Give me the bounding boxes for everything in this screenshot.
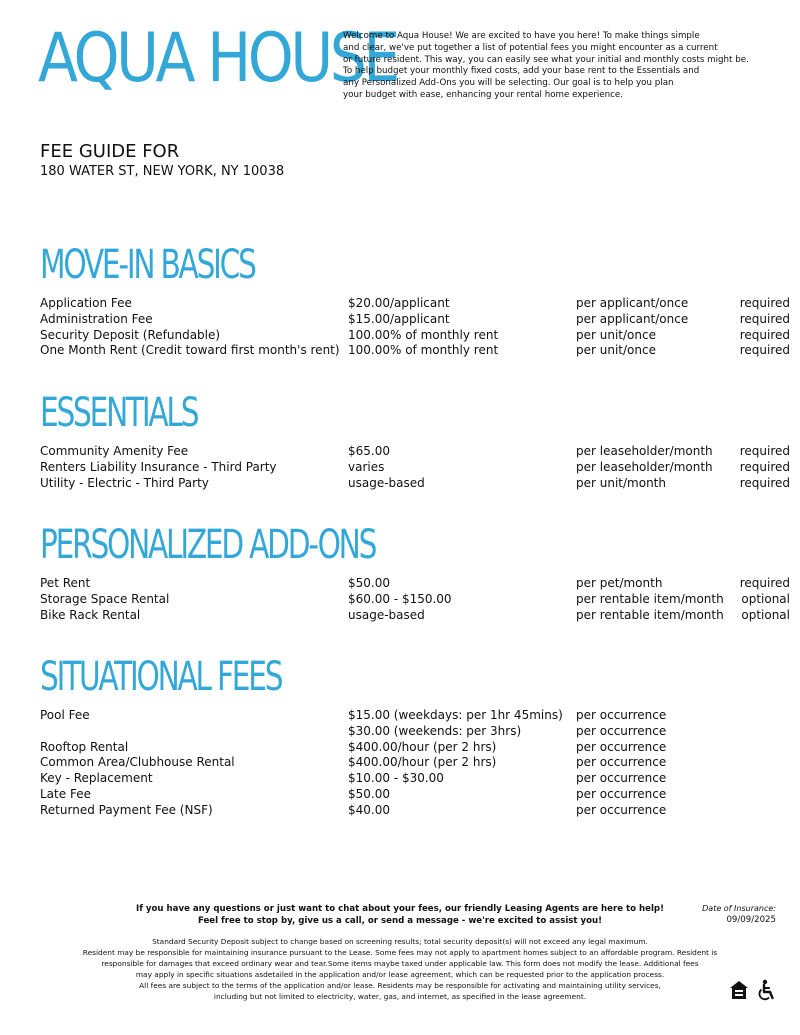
fee-frequency: per rentable item/month: [576, 607, 724, 622]
table-row: [40, 771, 790, 787]
table-row: [40, 296, 790, 312]
fee-name: Renters Liability Insurance - Third Party: [40, 459, 277, 474]
table-row: [40, 803, 790, 819]
fee-requirement: required: [739, 311, 790, 326]
table-row: [40, 740, 790, 756]
fee-frequency: per applicant/once: [576, 296, 689, 310]
fee-name: Application Fee: [40, 296, 132, 310]
table-row: [40, 592, 790, 608]
section-title-move-in-basics: MOVE-IN BASICS: [40, 242, 255, 288]
fee-amount: $15.00/applicant: [348, 311, 450, 326]
table-row: [40, 787, 790, 803]
fee-frequency: per occurrence: [576, 802, 667, 817]
fee-amount: $50.00: [348, 786, 390, 801]
fee-amount: $30.00 (weekends: per 3hrs): [348, 723, 522, 738]
fee-requirement: optional: [741, 591, 790, 606]
fee-frequency: per leaseholder/month: [576, 459, 713, 474]
table-row: [40, 724, 790, 740]
fee-name: Late Fee: [40, 786, 91, 801]
fee-frequency: per rentable item/month: [576, 591, 724, 606]
situational-fees-table: [40, 708, 790, 819]
table-row: [40, 608, 790, 624]
fee-name: Returned Payment Fee (NSF): [40, 802, 213, 817]
fee-amount: $15.00 (weekdays: per 1hr 45mins): [348, 708, 563, 722]
fee-name: Administration Fee: [40, 311, 153, 326]
table-row: [40, 460, 790, 476]
fee-guide-title: FEE GUIDE FOR: [40, 141, 180, 162]
table-row: [40, 312, 790, 328]
fee-name: Security Deposit (Refundable): [40, 327, 221, 342]
fee-frequency: per unit/once: [576, 343, 656, 358]
fee-requirement: required: [739, 327, 790, 342]
fee-name: Bike Rack Rental: [40, 607, 141, 622]
fee-amount: 100.00% of monthly rent: [348, 343, 499, 358]
personalized-add-ons-table: [40, 576, 790, 623]
fee-name: Pool Fee: [40, 708, 90, 722]
brand-title: AQUA HOUSE: [38, 19, 397, 98]
fee-name: Pet Rent: [40, 576, 91, 590]
fee-name: Common Area/Clubhouse Rental: [40, 755, 235, 770]
fee-frequency: per occurrence: [576, 708, 667, 722]
section-title-essentials: ESSENTIALS: [40, 390, 198, 436]
fee-name: Key - Replacement: [40, 771, 153, 786]
fee-amount: usage-based: [348, 475, 425, 490]
table-row: [40, 708, 790, 724]
fee-requirement: required: [739, 296, 790, 310]
fee-requirement: required: [739, 459, 790, 474]
fee-frequency: per applicant/once: [576, 311, 689, 326]
equal-housing-opportunity-icon: [729, 980, 749, 1000]
fee-amount: $10.00 - $30.00: [348, 771, 444, 786]
section-title-personalized-add-ons: PERSONALIZED ADD-ONS: [40, 522, 376, 568]
essentials-table: [40, 444, 790, 491]
fee-requirement: required: [739, 475, 790, 490]
table-row: [40, 755, 790, 771]
fee-name: Community Amenity Fee: [40, 444, 189, 458]
fee-frequency: per unit/month: [576, 475, 666, 490]
fee-requirement: optional: [741, 607, 790, 622]
fee-amount: $400.00/hour (per 2 hrs): [348, 755, 497, 770]
leasing-agent-help-text: If you have any questions or just want to chat about your fees, our friendly Leasing Agents are here to help! Feel free to stop by, give us a call, or send a message - we're excited to assist you!: [136, 904, 664, 926]
fee-frequency: per occurrence: [576, 786, 667, 801]
fee-name: One Month Rent (Credit toward first month's rent): [40, 343, 340, 358]
fee-amount: $400.00/hour (per 2 hrs): [348, 739, 497, 754]
table-row: [40, 343, 790, 359]
fee-frequency: per occurrence: [576, 739, 667, 754]
fee-frequency: per occurrence: [576, 723, 667, 738]
intro-text: Welcome to Aqua House! We are excited to have you here! To make things simple and clear, we've put together a list of potential fees you might encounter as a current or future resident. This way, you can easily see what your initial and monthly costs might be. To help budget your monthly fixed costs, add your base rent to the Essentials and any Personalized Add-Ons you will be selecting. Our goal is to help you plan your budget with ease, enhancing your rental home experience.: [343, 31, 749, 100]
insurance-date-value: 09/09/2025: [726, 915, 776, 925]
fee-amount: 100.00% of monthly rent: [348, 327, 499, 342]
insurance-date-label: Date of Insurance:: [702, 904, 776, 913]
fee-frequency: per leaseholder/month: [576, 444, 713, 458]
table-row: [40, 444, 790, 460]
section-title-situational-fees: SITUATIONAL FEES: [40, 654, 282, 700]
fee-amount: $65.00: [348, 444, 390, 458]
fee-frequency: per unit/once: [576, 327, 656, 342]
table-row: [40, 328, 790, 344]
move-in-basics-table: [40, 296, 790, 359]
fee-amount: $40.00: [348, 802, 390, 817]
table-row: [40, 576, 790, 592]
fee-name: Rooftop Rental: [40, 739, 129, 754]
fee-name: Storage Space Rental: [40, 591, 170, 606]
fee-requirement: required: [739, 444, 790, 458]
fee-amount: usage-based: [348, 607, 425, 622]
legal-disclaimer: Standard Security Deposit subject to change based on screening results; total security deposit(s) will not exceed any legal maximum. Resident may be responsible for maintaining insurance pursuant to the Lease. Some fees may not apply to apartment homes subject to an affordable program. Resident is responsible for damages that exceed ordinary wear and tear.Some items maybe taxed under applicable law. This form does not modify the lease. Additional fees may apply in specific situations asdetailed in the application and/or lease agreement, which can be requested prior to the application process. All fees are subject to the terms of the application and/or lease. Residents may be responsible for activating and maintaining utility services, including but not limited to electricity, water, gas, and internet, as specified in the lease agreement.: [82, 937, 718, 1001]
fee-requirement: required: [739, 343, 790, 358]
fee-frequency: per occurrence: [576, 755, 667, 770]
fee-amount: $60.00 - $150.00: [348, 591, 452, 606]
property-address: 180 WATER ST, NEW YORK, NY 10038: [40, 164, 285, 179]
fee-name: Utility - Electric - Third Party: [40, 475, 209, 490]
table-row: [40, 476, 790, 492]
fee-amount: varies: [348, 459, 385, 474]
fee-frequency: per pet/month: [576, 576, 663, 590]
fee-amount: $20.00/applicant: [348, 296, 450, 310]
fee-amount: $50.00: [348, 576, 390, 590]
accessibility-icon: [756, 979, 776, 1001]
fee-requirement: required: [739, 576, 790, 590]
fee-frequency: per occurrence: [576, 771, 667, 786]
